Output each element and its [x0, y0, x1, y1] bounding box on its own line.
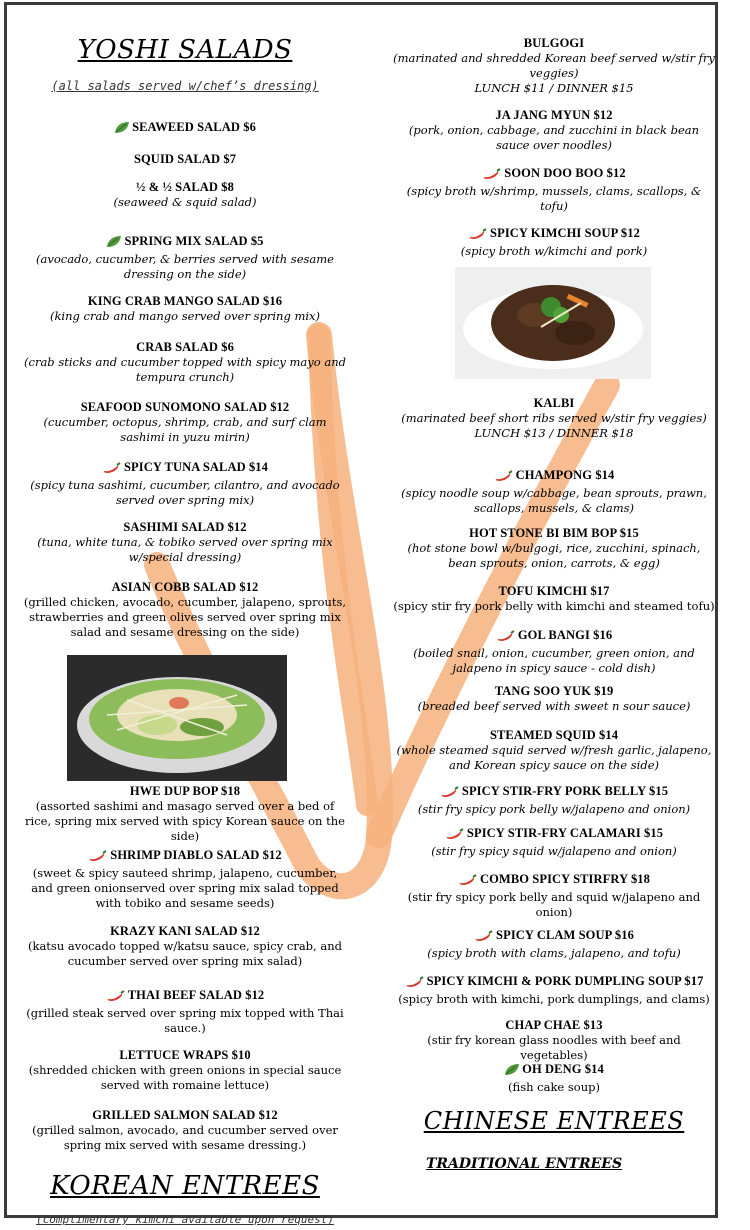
menu-item: [7, 987, 363, 1036]
menu-item-name: CRAB SALAD $6: [136, 340, 234, 354]
menu-item-name: SOON DOO BOO $12: [504, 166, 626, 180]
menu-item-description: (spicy broth w/shrimp, mussels, clams, scallops, & tofu): [406, 184, 702, 213]
menu-item: [387, 1061, 721, 1095]
menu-item-description: (sweet & spicy sauteed shrimp, jalapeno, cucumber, and green onionserved over spring mix salad topped with tobiko and sesame seeds): [31, 866, 339, 910]
menu-item-name-line: [387, 1017, 721, 1033]
salad-photo: [67, 655, 287, 781]
menu-item-name: SPICY KIMCHI & PORK DUMPLING SOUP $17: [426, 974, 704, 988]
chili-pepper-icon: [102, 462, 122, 478]
menu-item-price-line: LUNCH $13 / DINNER $18: [474, 426, 634, 440]
menu-item-name-line: [387, 395, 721, 411]
chili-pepper-icon: [494, 470, 514, 486]
menu-item-name: SASHIMI SALAD $12: [123, 520, 247, 534]
menu-item-name-line: [7, 119, 363, 138]
menu-item-description: (stir fry spicy pork belly w/jalapeno and onion): [417, 802, 691, 816]
menu-item: [387, 871, 721, 920]
menu-item: [7, 1107, 363, 1153]
menu-item: [387, 1017, 721, 1063]
menu-item-name: SPICY STIR-FRY CALAMARI $15: [466, 826, 664, 840]
menu-item-name-line: [387, 627, 721, 646]
menu-item-description: (spicy broth w/kimchi and pork): [460, 244, 648, 258]
menu-item: [7, 151, 363, 167]
menu-item-name: HWE DUP BOP $18: [129, 784, 241, 798]
menu-item: [7, 579, 363, 640]
menu-item-description: (stir fry korean glass noodles with beef and vegetables): [427, 1033, 681, 1062]
menu-item-name-line: [387, 927, 721, 946]
menu-item: [387, 683, 721, 714]
menu-item-description: (spicy stir fry pork belly with kimchi and steamed tofu): [393, 599, 715, 613]
menu-item-price-line: LUNCH $11 / DINNER $15: [474, 81, 634, 95]
menu-item-name: KALBI: [533, 396, 575, 410]
menu-item-name-line: [7, 579, 363, 595]
menu-item-name: KRAZY KANI SALAD $12: [110, 924, 260, 938]
menu-item: [387, 467, 721, 516]
menu-item: [7, 1047, 363, 1093]
menu-item: [7, 119, 363, 138]
menu-item-name: CHAMPONG $14: [515, 468, 615, 482]
menu-item: [7, 923, 363, 969]
menu-item-description: (fish cake soup): [508, 1080, 600, 1094]
menu-item-name-line: [387, 35, 721, 51]
menu-item-name-line: [387, 107, 721, 123]
menu-item-name: THAI BEEF SALAD $12: [127, 988, 265, 1002]
menu-item-name-line: [7, 923, 363, 939]
menu-item-name: SPRING MIX SALAD $5: [124, 234, 264, 248]
menu-item-description: (whole steamed squid served w/fresh garlic, jalapeno, and Korean spicy sauce on the side): [396, 743, 712, 772]
menu-item-description: (grilled salmon, avocado, and cucumber served over spring mix served with sesame dressing.): [32, 1123, 338, 1152]
menu-item: [7, 519, 363, 565]
menu-item-name: ASIAN COBB SALAD $12: [111, 580, 259, 594]
menu-item: [387, 973, 721, 1007]
menu-item-name: SQUID SALAD $7: [133, 152, 237, 166]
korean-title: KOREAN ENTREES: [50, 1171, 320, 1201]
menu-item: [7, 399, 363, 445]
chinese-title-wrap: [387, 1107, 721, 1135]
menu-item-name: HOT STONE BI BIM BOP $15: [469, 526, 639, 540]
menu-item: [387, 627, 721, 676]
menu-item-name-line: [7, 1047, 363, 1063]
menu-item-name-line: [7, 399, 363, 415]
chili-pepper-icon: [496, 630, 516, 646]
menu-item: [387, 825, 721, 859]
menu-item-description: (seaweed & squid salad): [113, 195, 257, 209]
salads-subtitle: (all salads served w/chef’s dressing): [51, 79, 319, 93]
chili-pepper-icon: [482, 168, 502, 184]
menu-item-name-line: [7, 233, 363, 252]
menu-item-name: JA JANG MYUN $12: [495, 108, 613, 122]
menu-item-name-line: [7, 847, 363, 866]
menu-item-description: (crab sticks and cucumber topped with spicy mayo and tempura crunch): [24, 355, 346, 384]
menu-item-description: (shredded chicken with green onions in special sauce served with romaine lettuce): [28, 1063, 342, 1092]
menu-item: [7, 847, 363, 911]
menu-item-name-line: [7, 179, 363, 195]
menu-item-description: (grilled chicken, avocado, cucumber, jalapeno, sprouts, strawberries and green olives served over spring mix salad and sesame dressing on the side): [23, 595, 347, 639]
menu-item-name: TANG SOO YUK $19: [494, 684, 614, 698]
menu-item-name-line: [7, 339, 363, 355]
leaf-icon: [106, 235, 122, 252]
korean-note: (complimentary kimchi available upon request): [35, 1213, 334, 1226]
menu-item: [387, 225, 721, 259]
menu-item-name-line: [7, 151, 363, 167]
menu-item-name: COMBO SPICY STIRFRY $18: [479, 872, 651, 886]
menu-item-name-line: [387, 783, 721, 802]
menu-item: [387, 727, 721, 773]
menu-item-description: (marinated beef short ribs served w/stir fry veggies): [401, 411, 707, 425]
menu-item-name: ½ & ½ SALAD $8: [136, 180, 234, 194]
menu-item: [387, 927, 721, 961]
menu-item: [387, 583, 721, 614]
menu-item: [7, 339, 363, 385]
menu-item-name-line: [387, 1061, 721, 1080]
menu-item-description: (marinated and shredded Korean beef served w/stir fry veggies): [393, 51, 715, 80]
menu-item: [387, 107, 721, 153]
salads-title: YOSHI SALADS: [77, 35, 293, 65]
menu-item: [387, 525, 721, 571]
menu-item-description: (spicy tuna sashimi, cucumber, cilantro, and avocado served over spring mix): [30, 478, 340, 507]
menu-item-name: OH DENG $14: [522, 1062, 604, 1076]
menu-item-description: (hot stone bowl w/bulgogi, rice, zucchini, spinach, bean sprouts, onion, carrots, & egg): [407, 541, 701, 570]
menu-item-name: KING CRAB MANGO SALAD $16: [87, 294, 283, 308]
menu-item-name-line: [387, 525, 721, 541]
menu-item-name-line: [7, 1107, 363, 1123]
menu-item-name: SPICY KIMCHI SOUP $12: [490, 226, 640, 240]
menu-item: [387, 165, 721, 214]
menu-item-description: (stir fry spicy pork belly and squid w/jalapeno and onion): [407, 890, 701, 919]
menu-item-description: (boiled snail, onion, cucumber, green onion, and jalapeno in spicy sauce - cold dish): [413, 646, 695, 675]
menu-item: [387, 783, 721, 817]
menu-item-description: (avocado, cucumber, & berries served with sesame dressing on the side): [36, 252, 334, 281]
menu-item-name: GOL BANGI $16: [517, 628, 613, 642]
menu-item-name-line: [387, 973, 721, 992]
menu-item-name-line: [387, 871, 721, 890]
leaf-icon: [504, 1063, 520, 1080]
menu-item-name-line: [387, 683, 721, 699]
menu-item-description: (katsu avocado topped w/katsu sauce, spicy crab, and cucumber served over spring mix salad): [28, 939, 342, 968]
menu-item-description: (spicy broth with clams, jalapeno, and tofu): [427, 946, 681, 960]
menu-item-name: SPICY TUNA SALAD $14: [123, 460, 269, 474]
menu-item-description: (breaded beef served with sweet n sour sauce): [417, 699, 691, 713]
kalbi-photo: [455, 267, 651, 379]
menu-item-name: STEAMED SQUID $14: [489, 728, 619, 742]
menu-item-name-line: [7, 783, 363, 799]
menu-item-name: SEAWEED SALAD $6: [132, 120, 256, 134]
menu-page: [4, 2, 718, 1226]
chinese-title: CHINESE ENTREES: [423, 1107, 685, 1135]
menu-item-name: SPICY CLAM SOUP $16: [496, 928, 634, 942]
menu-item-name-line: [387, 825, 721, 844]
menu-item-description: (stir fry spicy squid w/jalapeno and onion): [431, 844, 677, 858]
chili-pepper-icon: [458, 874, 478, 890]
chili-pepper-icon: [468, 228, 488, 244]
menu-item-description: (tuna, white tuna, & tobiko served over spring mix w/special dressing): [37, 535, 333, 564]
chili-pepper-icon: [88, 850, 108, 866]
menu-item-name-line: [7, 519, 363, 535]
menu-item-description: (pork, onion, cabbage, and zucchini in black bean sauce over noodles): [408, 123, 700, 152]
menu-item-name: SHRIMP DIABLO SALAD $12: [110, 848, 282, 862]
menu-item-name-line: [387, 225, 721, 244]
menu-item-description: (cucumber, octopus, shrimp, crab, and surf clam sashimi in yuzu mirin): [43, 415, 327, 444]
menu-item: [7, 233, 363, 282]
menu-item-name-line: [387, 583, 721, 599]
chinese-subtitle: TRADITIONAL ENTREES: [425, 1156, 623, 1172]
menu-item-name: LETTUCE WRAPS $10: [119, 1048, 251, 1062]
menu-item-name-line: [7, 987, 363, 1006]
menu-item-name: BULGOGI: [523, 36, 585, 50]
menu-item: [7, 293, 363, 324]
menu-item: [387, 35, 721, 96]
menu-item-name-line: [7, 293, 363, 309]
menu-item-description: (grilled steak served over spring mix topped with Thai sauce.): [26, 1006, 344, 1035]
menu-item-name: SEAFOOD SUNOMONO SALAD $12: [80, 400, 290, 414]
menu-item-name: TOFU KIMCHI $17: [498, 584, 610, 598]
menu-item: [7, 179, 363, 210]
menu-item-description: (spicy broth with kimchi, pork dumplings, and clams): [398, 992, 710, 1006]
chinese-subtitle-wrap: [367, 1153, 681, 1172]
menu-item-name: SPICY STIR-FRY PORK BELLY $15: [461, 784, 669, 798]
menu-item: [7, 459, 363, 508]
menu-item: [7, 783, 363, 844]
chili-pepper-icon: [440, 786, 460, 802]
menu-item-description: (spicy noodle soup w/cabbage, bean sprouts, prawn, scallops, mussels, & clams): [401, 486, 707, 515]
menu-item-name-line: [387, 165, 721, 184]
chili-pepper-icon: [445, 828, 465, 844]
chili-pepper-icon: [106, 990, 126, 1006]
menu-item-name-line: [7, 459, 363, 478]
menu-item-name: CHAP CHAE $13: [505, 1018, 603, 1032]
chili-pepper-icon: [474, 930, 494, 946]
menu-item-name-line: [387, 467, 721, 486]
menu-item-description: (assorted sashimi and masago served over a bed of rice, spring mix served with spicy Korean sauce on the side): [25, 799, 345, 843]
menu-item-description: (king crab and mango served over spring mix): [49, 309, 321, 323]
chili-pepper-icon: [405, 976, 425, 992]
menu-item-name-line: [387, 727, 721, 743]
menu-item-name: GRILLED SALMON SALAD $12: [92, 1108, 278, 1122]
menu-item: [387, 395, 721, 441]
leaf-icon: [114, 121, 130, 138]
